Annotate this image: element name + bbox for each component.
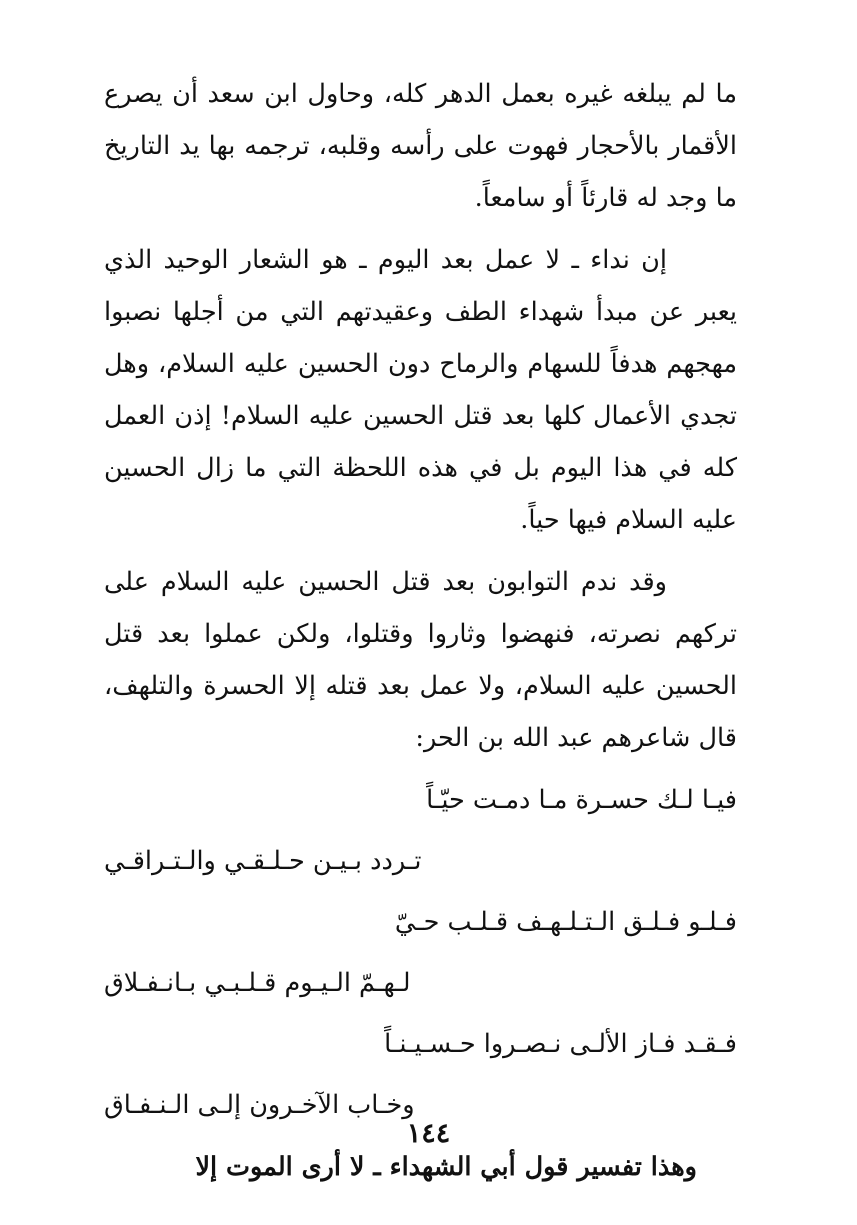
page-number: ١٤٤ — [406, 1118, 451, 1149]
verse-1-second-hemistich: تـردد بـيـن حـلـقـي والـتـراقـي — [104, 846, 422, 876]
paragraph-2: إن نداء ـ لا عمل بعد اليوم ـ هو الشعار الوحيد الذي يعبر عن مبدأ شهداء الطف وعقيدتهم التي من أجلها نصبوا مهجهم هدفاً للسهام والرماح دون الحسين عليه السلام، وهل تجدي الأعمال كلها بعد قتل الحسين عليه السلام! إذن العمل كله في هذا اليوم بل في هذه اللحظة التي ما زال الحسين عليه السلام فيها حياً. — [104, 245, 737, 535]
verse-3-first-hemistich: فـقـد فـاز الألـى نـصـروا حـسـيـنـاً — [384, 1029, 737, 1059]
verse-3-second-hemistich: وخـاب الآخـرون إلـى الـنـفـاق — [104, 1090, 415, 1120]
paragraph-3: وقد ندم التوابون بعد قتل الحسين عليه السلام على تركهم نصرته، فنهضوا وثاروا وقتلوا، ولكن عملوا بعد قتل الحسين عليه السلام، ولا عمل بعد قتله إلا الحسرة والتلهف، قال شاعرهم عبد الله بن الحر: — [104, 567, 737, 753]
poem — [104, 774, 737, 1131]
closing-line: وهذا تفسير قول أبي الشهداء ـ لا أرى الموت إلا — [195, 1152, 697, 1182]
verse-2-second-hemistich: لـهـمّ الـيـوم قـلـبـي بـانـفـلاق — [104, 968, 411, 998]
paragraph-1: ما لم يبلغه غيره بعمل الدهر كله، وحاول ابن سعد أن يصرع الأقمار بالأحجار فهوت على رأسه وقلبه، ترجمه بها يد التاريخ ما وجد له قارئاً أو سامعاً. — [104, 79, 737, 213]
verse-2-first-hemistich: فـلـو فـلـق الـتـلـهـف قـلـب حـيّ — [394, 907, 737, 937]
verse-1-first-hemistich: فيـا لـك حسـرة مـا دمـت حيّـاً — [426, 785, 737, 815]
